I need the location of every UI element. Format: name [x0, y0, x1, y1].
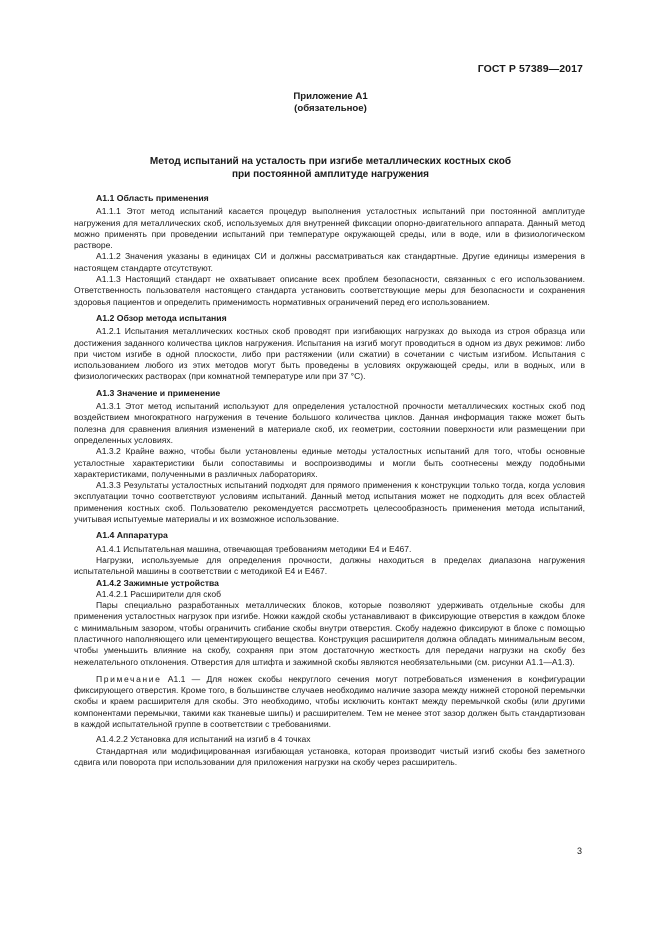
- subsubsection-heading: А1.4.2.1 Расширители для скоб: [96, 588, 221, 599]
- document-title-line-1: Метод испытаний на усталость при изгибе металлических костных скоб: [149, 156, 512, 167]
- section-heading: А1.1 Область применения: [96, 193, 209, 203]
- note-text: А1.1 — Для ножек скобы некруглого сечения могут потребоваться изменения в конфигурации фиксирующего отверстия. Кроме того, в большинстве случаев необходимо наличие зазора между нижней стороной перемычки скобы и краем расширителя для скобы. Это необходимо, чтобы исключить контакт между перемычкой скобы (или другими компонентами перемычки, такими как тканевые шипы) и расширителем. Тем не менее этот зазор должен быть стандартизован в каждой испытательной группе в соответствии с требованиями.: [74, 673, 585, 730]
- paragraph: А1.1.3 Настоящий стандарт не охватывает описание всех проблем безопасности, связанных с его использованием. Ответственность пользователя настоящего стандарта установить соответствующие меры для безопасности и сохранения здоровья пациентов и определить применимость нормативных ограничений перед его использованием.: [74, 274, 585, 307]
- section-heading: А1.3 Значение и применение: [96, 387, 221, 398]
- subsubsection-heading: А1.4.2.2 Установка для испытаний на изгиб в 4 точках: [96, 734, 311, 745]
- note-label: Примечание: [96, 673, 162, 684]
- document-body: [74, 193, 585, 768]
- paragraph: А1.4.1 Испытательная машина, отвечающая требованиям методики Е4 и Е467.: [96, 543, 412, 554]
- document-title-line-2: при постоянной амплитуде нагружения: [232, 169, 429, 180]
- paragraph: А1.3.2 Крайне важно, чтобы были установлены единые методы усталостных испытаний для того, чтобы основные усталостные характеристики были сопоставимы и воспроизводимы и могли быть соотнесены между подобными характеристиками, полученными в различных лабораториях.: [74, 446, 585, 479]
- appendix-status: (обязательное): [294, 103, 367, 114]
- page-number: 3: [576, 846, 582, 856]
- section-heading: А1.4 Аппаратура: [96, 530, 168, 541]
- paragraph: А1.1.2 Значения указаны в единицах СИ и должны рассматриваться как стандартные. Другие единицы измерения в настоящем стандарте отсутствуют.: [74, 251, 585, 273]
- paragraph: А1.2.1 Испытания металлических костных скоб проводят при изгибающих нагрузках до выхода из строя образца или достижения заданного количества циклов нагружения. Испытания на изгиб могут проводиться в одном из двух режимов: либо при чистом изгибе в одной плоскости, либо при растяжении (или сжатии) в сочетании с чистым изгибом. Испытания с использованием любого из этих методов могут быть проведены в условиях окружающей среды, или в водных, или в физиологических растворах (при комнатной температуре или при 37 °С).: [74, 326, 585, 382]
- paragraph: Стандартная или модифицированная изгибающая установка, которая производит чистый изгиб скобы без заметного сдвига или поворота при использовании для приложения нагрузки на скобу через расширитель.: [74, 745, 585, 767]
- paragraph: А1.3.3 Результаты усталостных испытаний подходят для прямого применения к конструкции только тогда, когда условия эксплуатации точно соответствуют условиям испытаний. Данный метод испытания может не подходить для всех областей применения костных скоб. Пользователю рекомендуется рассмотреть целесообразность применения метода испытаний, учитывая испытуемые материалы и их возможное использование.: [74, 480, 585, 525]
- paragraph: Пары специально разработанных металлических блоков, которые позволяют удерживать отдельные скобы для применения усталостных нагрузок при изгибе. Ножки каждой скобы устанавливают в фиксирующие отверстия в каждом блоке с минимальным зазором, чтобы ограничить сгибание скобы внутри отверстия. Скобу надежно фиксируют в блоке с помощью пластичного наполняющего или цементирующего вещества. Конструкция расширителя должна обладать минимальным весом, чтобы уменьшить влияние на скобу, сохраняя при этом достаточную жесткость для передачи нагрузки на скобу без нежелательного отклонения. Отверстия для штифта и зажимной скобы являются необязательными (см. рисунки А1.1—А1.3).: [74, 600, 585, 667]
- paragraph: А1.1.1 Этот метод испытаний касается процедур выполнения усталостных испытаний при постоянной амплитуде нагружения для металлических скоб, используемых для внутренней фиксации опорно-двигательного аппарата. Данный метод можно применять при проведении испытаний при температуре окружающей среды, или в воде, или в физиологическом растворе.: [74, 206, 585, 251]
- note: [74, 674, 585, 730]
- paragraph: А1.3.1 Этот метод испытаний используют для определения усталостной прочности металлических костных скоб под воздействием многократного нагружения в течение большого количества циклов. Данная информация также может быть полезна для сравнения влияния изменений в материале скоб, их геометрии, состоянии поверхности или размещении при определенных условиях.: [74, 401, 585, 445]
- section-heading: А1.2 Обзор метода испытания: [96, 312, 227, 323]
- appendix-title: Приложение А1: [293, 91, 368, 102]
- paragraph: Нагрузки, используемые для определения прочности, должны находиться в пределах диапазона нагружения испытательной машины в соответствии с методикой Е4 и Е467.: [74, 554, 585, 577]
- standard-number: ГОСТ Р 57389—2017: [477, 63, 583, 75]
- subsection-heading: А1.4.2 Зажимные устройства: [96, 577, 219, 588]
